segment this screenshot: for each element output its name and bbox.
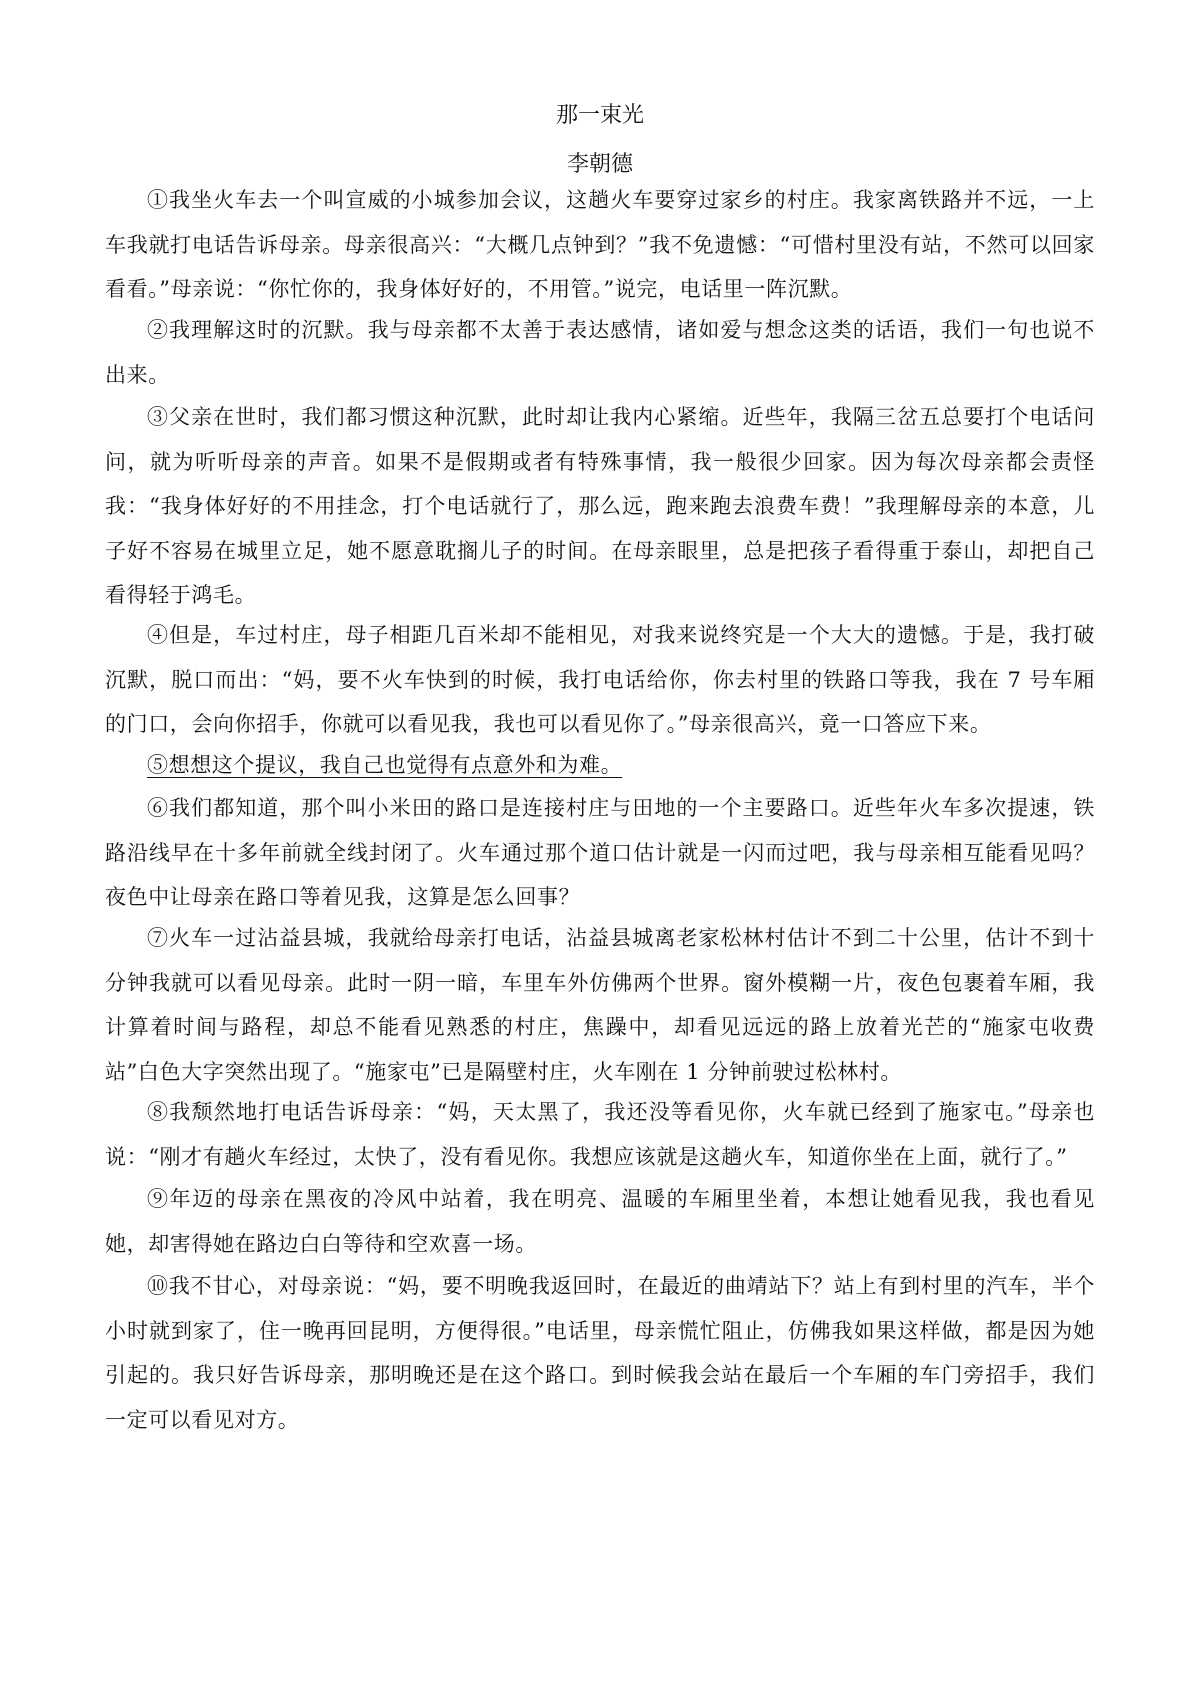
paragraph-6: ⑥我们都知道，那个叫小米田的路口是连接村庄与田地的一个主要路口。近些年火车多次提速，铁路沿线早在十多年前就全线封闭了。火车通过那个道口估计就是一闪而过吧，我与母亲相互能看见吗？夜色中让母亲在路口等着见我，这算是怎么回事？ xyxy=(105,796,1095,909)
paragraph-1: ①我坐火车去一个叫宣威的小城参加会议，这趟火车要穿过家乡的村庄。我家离铁路并不远，一上车我就打电话告诉母亲。母亲很高兴：“大概几点钟到？”我不免遗憾：“可惜村里没有站，不然可以回家看看。”母亲说：“你忙你的，我身体好好的，不用管。”说完，电话里一阵沉默。 xyxy=(105,188,1095,301)
paragraph-10: ⑩我不甘心，对母亲说：“妈，要不明晚我返回时，在最近的曲靖站下？站上有到村里的汽车，半个小时就到家了，住一晚再回昆明，方便得很。”电话里，母亲慌忙阻止，仿佛我如果这样做，都是因为她引起的。我只好告诉母亲，那明晚还是在这个路口。到时候我会站在最后一个车厢的车门旁招手，我们一定可以看见对方。 xyxy=(105,1274,1095,1432)
underlined-sentence: ⑤想想这个提议，我自己也觉得有点意外和为难。 xyxy=(147,753,623,777)
paragraph-3: ③父亲在世时，我们都习惯这种沉默，此时却让我内心紧缩。近些年，我隔三岔五总要打个电话问问，就为听听母亲的声音。如果不是假期或者有特殊事情，我一般很少回家。因为每次母亲都会责怪我：“我身体好好的不用挂念，打个电话就行了，那么远，跑来跑去浪费车费！”我理解母亲的本意，儿子好不容易在城里立足，她不愿意耽搁儿子的时间。在母亲眼里，总是把孩子看得重于泰山，却把自己看得轻于鸿毛。 xyxy=(105,405,1095,607)
paragraph-9: ⑨年迈的母亲在黑夜的冷风中站着，我在明亮、温暖的车厢里坐着，本想让她看见我，我也看见她，却害得她在路边白白等待和空欢喜一场。 xyxy=(105,1187,1095,1256)
paragraph-4: ④但是，车过村庄，母子相距几百米却不能相见，对我来说终究是一个大大的遗憾。于是，我打破沉默，脱口而出：“妈，要不火车快到的时候，我打电话给你，你去村里的铁路口等我，我在 7 号车厢的门口，会向你招手，你就可以看见我，我也可以看见你了。”母亲很高兴，竟一口答应下来。 xyxy=(105,623,1095,736)
paragraph-8: ⑧我颓然地打电话告诉母亲：“妈，天太黑了，我还没等看见你，火车就已经到了施家屯。”母亲也说：“刚才有趟火车经过，太快了，没有看见你。我想应该就是这趟火车，知道你坐在上面，就行了。” xyxy=(105,1100,1095,1169)
article-title: 那一束光 xyxy=(555,103,644,128)
paragraph-2: ②我理解这时的沉默。我与母亲都不太善于表达感情，诸如爱与想念这类的话语，我们一句也说不出来。 xyxy=(105,318,1095,387)
paragraph-7: ⑦火车一过沾益县城，我就给母亲打电话，沾益县城离老家松林村估计不到二十公里，估计不到十分钟我就可以看见母亲。此时一阴一暗，车里车外仿佛两个世界。窗外模糊一片，夜色包裹着车厢，我计算着时间与路程，却总不能看见熟悉的村庄，焦躁中，却看见远远的路上放着光芒的“施家屯收费站”白色大字突然出现了。“施家屯”已是隔壁村庄，火车刚在 1 分钟前驶过松林村。 xyxy=(105,926,1095,1084)
article-author: 李朝德 xyxy=(566,152,633,177)
paragraph-5 xyxy=(105,743,1095,788)
